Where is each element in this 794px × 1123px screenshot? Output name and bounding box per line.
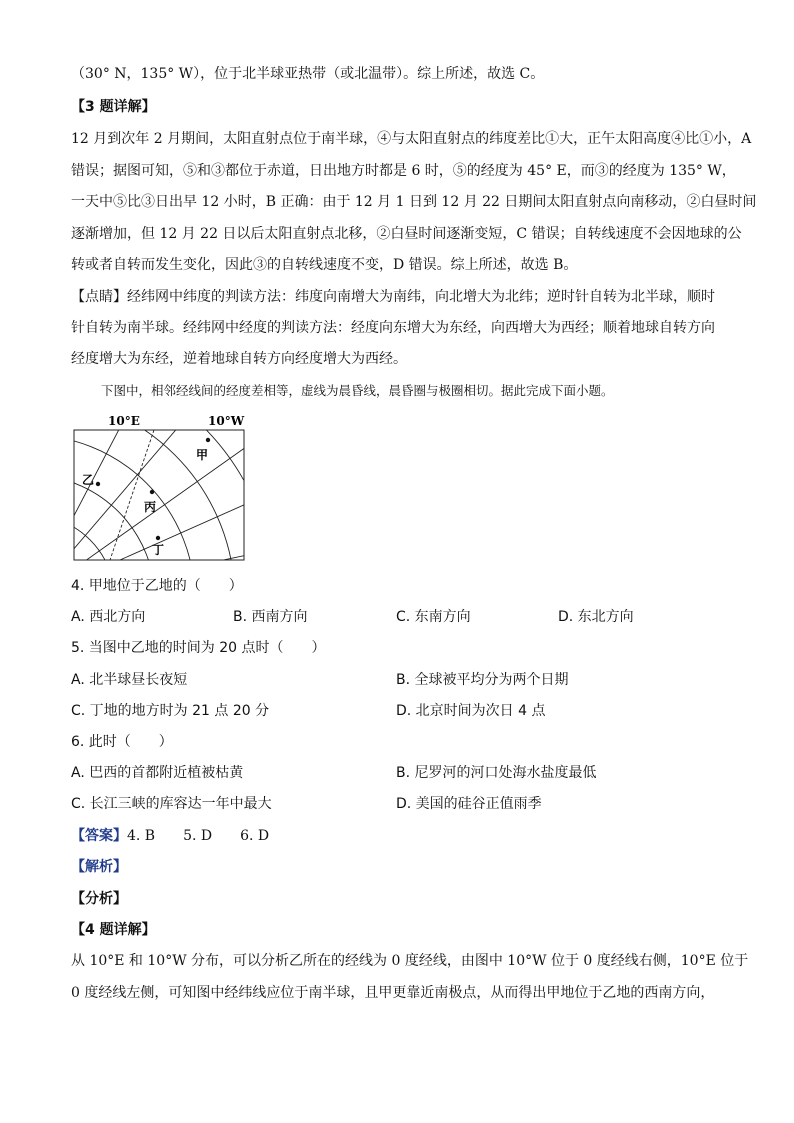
question-6-stem: 6. 此时（ ） [71, 734, 173, 750]
point-jia-label: 甲 [196, 448, 209, 462]
point-bing [150, 490, 154, 494]
question-4-stem: 4. 甲地位于乙地的（ ） [71, 578, 243, 594]
q4-option-d: D. 东北方向 [558, 609, 634, 625]
point-jia [206, 438, 210, 442]
q6-option-a: A. 巴西的首都附近植被枯黄 [71, 765, 244, 781]
q4-option-c: C. 东南方向 [396, 609, 471, 625]
q4-option-b: B. 西南方向 [233, 609, 308, 625]
q6-option-b: B. 尼罗河的河口处海水盐度最低 [396, 765, 597, 781]
point-yi [96, 482, 100, 486]
paragraph-line: 逐渐增加，但 12 月 22 日以后太阳直射点北移，②白昼时间逐渐变短，C 错误；自转线速度不会因地球的公 [71, 226, 742, 242]
q5-option-c: C. 丁地的地方时为 21 点 20 分 [71, 703, 270, 719]
graticule-map [70, 410, 250, 565]
latitude-arc [70, 515, 115, 565]
latitude-arc [70, 435, 195, 565]
paragraph-text: （30° N，135° W），位于北半球亚热带（或北温带）。综上所述，故选 C。 [71, 66, 545, 82]
q5-option-a: A. 北半球昼长夜短 [71, 672, 188, 688]
paragraph-line: 12 月到次年 2 月期间，太阳直射点位于南半球，④与太阳直射点的纬度差比①大，正午太阳高度④比①小，A [71, 131, 752, 147]
q6-option-d: D. 美国的硅谷正值雨季 [396, 796, 542, 812]
analysis-label: 【解析】 [71, 859, 127, 875]
tip-line: 【点睛】经纬网中纬度的判读方法：纬度向南增大为南纬，向北增大为北纬；逆时针自转为北半球，顺时 [71, 289, 715, 305]
latitude-arc [70, 410, 235, 565]
answer-row [71, 828, 269, 844]
point-ding [156, 536, 160, 540]
map-label-10w: 10°W [208, 414, 245, 428]
paragraph-line: 转或者自转而发生变化，因此③的自转线速度不变，D 错误。综上所述，故选 B。 [71, 257, 578, 273]
tip-line: 针自转为南半球。经纬网中经度的判读方法：经度向东增大为东经，向西增大为西经；顺着地球自转方向 [71, 320, 715, 336]
question-5-stem: 5. 当图中乙地的时间为 20 点时（ ） [71, 640, 326, 656]
paragraph-line: 一天中⑤比③日出早 12 小时，B 正确：由于 12 月 1 日到 12 月 22 日期间太阳直射点向南移动，②白昼时间 [71, 194, 757, 210]
meridian-line [70, 410, 150, 565]
figure-intro: 下图中，相邻经线间的经度差相等，虚线为晨昏线，晨昏圈与极圈相切。据此完成下面小题。 [101, 383, 614, 398]
detail-heading-4: 【4 题详解】 [71, 922, 156, 938]
point-ding-label: 丁 [152, 543, 165, 557]
answer-text: 4. B 5. D 6. D [127, 828, 270, 844]
q5-option-d: D. 北京时间为次日 4 点 [396, 703, 546, 719]
point-yi-label: 乙 [82, 473, 95, 487]
analysis-line: 0 度经线左侧，可知图中经纬线应位于南半球，且甲更靠近南极点，从而得出甲地位于乙地的西南方向， [71, 985, 715, 1001]
section-heading: 【3 题详解】 [71, 99, 156, 115]
answer-label: 【答案】 [71, 828, 127, 844]
q6-option-c: C. 长江三峡的库容达一年中最大 [71, 796, 272, 812]
point-bing-label: 丙 [144, 500, 157, 514]
q4-option-a: A. 西北方向 [71, 609, 146, 625]
analysis-subheading: 【分析】 [71, 891, 127, 907]
map-label-10e: 10°E [108, 414, 140, 428]
paragraph-line: 错误；据图可知，⑤和③都位于赤道，日出地方时都是 6 时，⑤的经度为 45° E，而③的经度为 135° W， [71, 163, 736, 179]
terminator-line [110, 430, 157, 560]
q5-option-b: B. 全球被平均分为两个日期 [396, 672, 569, 688]
analysis-line: 从 10°E 和 10°W 分布，可以分析乙所在的经线为 0 度经线，由图中 10°W 位于 0 度经线右侧，10°E 位于 [71, 953, 749, 969]
tip-line: 经度增大为东经，逆着地球自转方向经度增大为西经。 [71, 351, 407, 367]
